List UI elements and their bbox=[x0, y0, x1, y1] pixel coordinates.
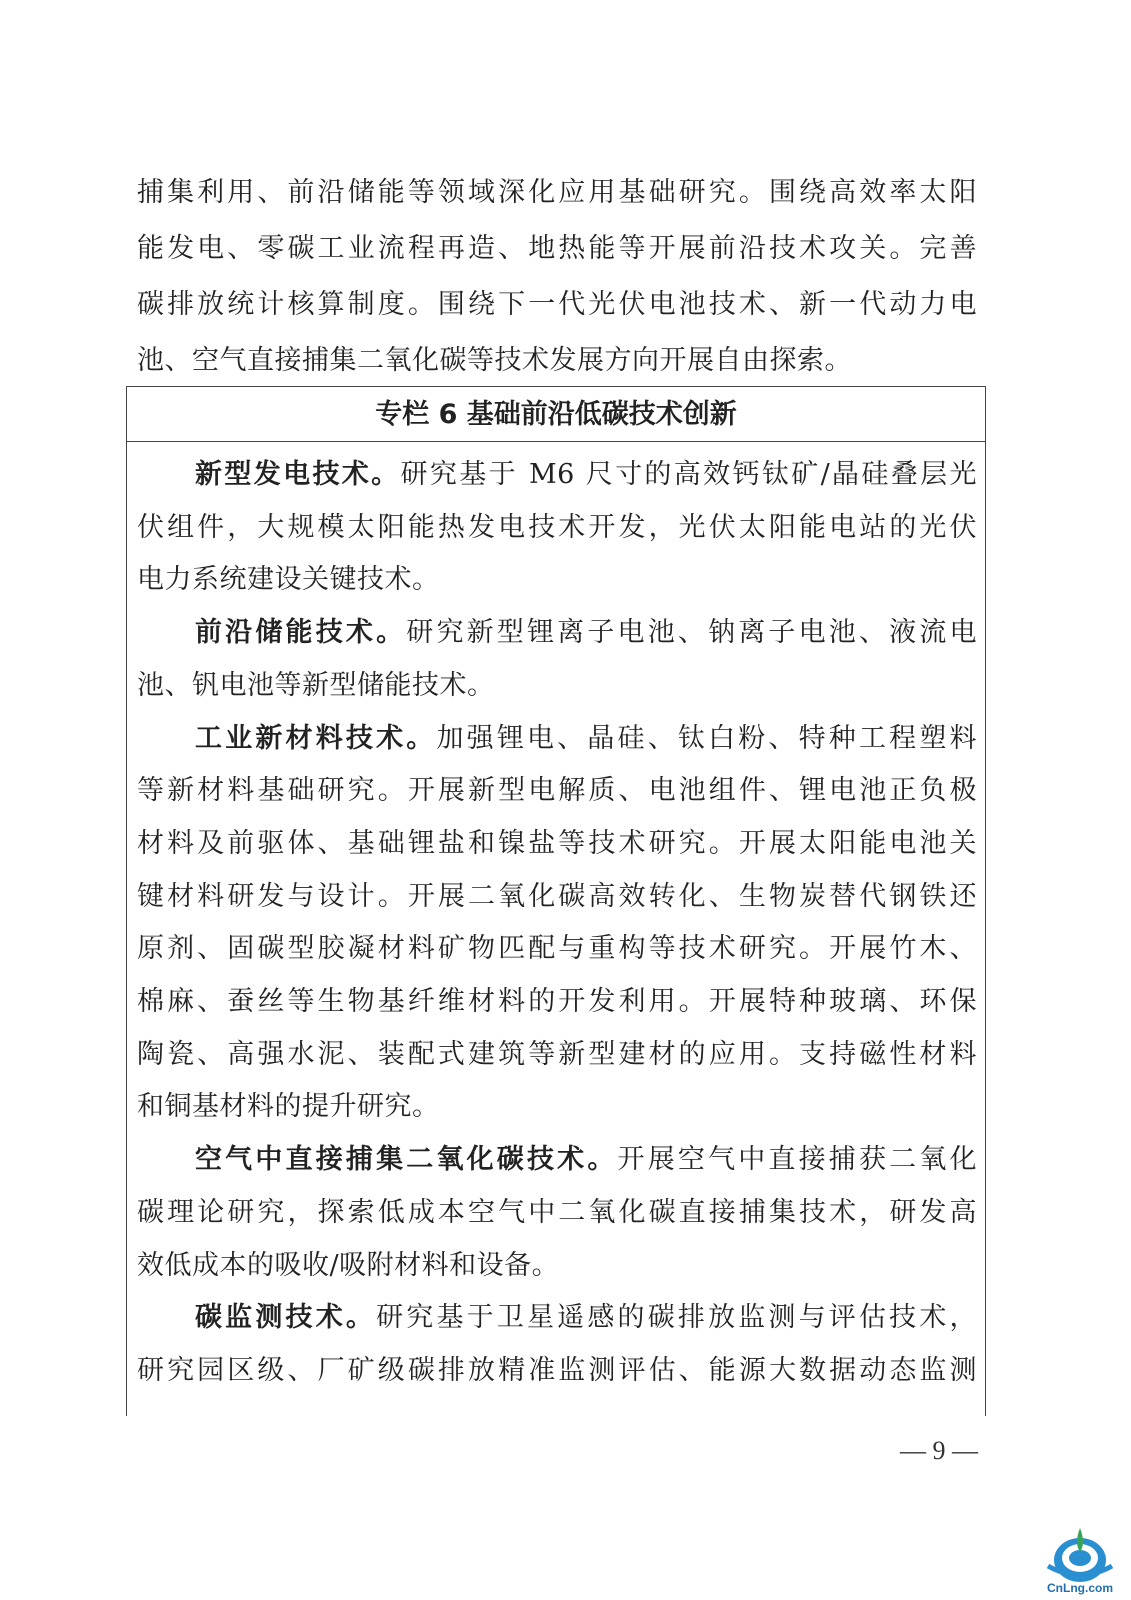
column-line bbox=[137, 659, 977, 712]
column-line bbox=[195, 606, 977, 659]
column-text: 和铜基材料的提升研究。 bbox=[137, 1091, 440, 1122]
column-text: 研究基于卫星遥感的碳排放监测与评估技术， bbox=[376, 1302, 978, 1333]
column-line bbox=[137, 1239, 977, 1292]
column-text: 原剂、固碳型胶凝材料矿物匹配与重构等技术研究。开展竹木、 bbox=[137, 933, 977, 964]
column-text: 加强锂电、晶硅、钛白粉、特种工程塑料 bbox=[436, 723, 978, 754]
column-text: 研究园区级、厂矿级碳排放精准监测评估、能源大数据动态监测 bbox=[137, 1355, 977, 1386]
column-line bbox=[137, 1186, 977, 1239]
svg-text:CnLng.com: CnLng.com bbox=[1047, 1581, 1113, 1595]
column-text: 研究新型锂离子电池、钠离子电池、液流电 bbox=[406, 617, 978, 648]
column-line bbox=[195, 712, 977, 765]
column-text: 池、钒电池等新型储能技术。 bbox=[137, 670, 495, 701]
column-text: 材料及前驱体、基础锂盐和镍盐等技术研究。开展太阳能电池关 bbox=[137, 828, 977, 859]
column-text: 开展空气中直接捕获二氧化 bbox=[617, 1144, 978, 1175]
column-line bbox=[137, 922, 977, 975]
column-line bbox=[137, 1080, 977, 1133]
intro-line: 池、空气直接捕集二氧化碳等技术发展方向开展自由探索。 bbox=[137, 345, 852, 376]
topic-heading: 前沿储能技术。 bbox=[195, 617, 407, 648]
column-text: 棉麻、蚕丝等生物基纤维材料的开发利用。开展特种玻璃、环保 bbox=[137, 986, 977, 1017]
topic-heading: 空气中直接捕集二氧化碳技术。 bbox=[195, 1144, 618, 1175]
intro-line: 碳排放统计核算制度。围绕下一代光伏电池技术、新一代动力电 bbox=[137, 289, 977, 320]
intro-line: 捕集利用、前沿储能等领域深化应用基础研究。围绕高效率太阳 bbox=[137, 177, 977, 208]
column-line bbox=[137, 870, 977, 923]
column-line bbox=[137, 501, 977, 554]
topic-heading: 新型发电技术。 bbox=[195, 459, 401, 490]
intro-line: 能发电、零碳工业流程再造、地热能等开展前沿技术攻关。完善 bbox=[137, 233, 977, 264]
column-text: 碳理论研究，探索低成本空气中二氧化碳直接捕集技术，研发高 bbox=[137, 1197, 977, 1228]
column-text: 效低成本的吸收/吸附材料和设备。 bbox=[137, 1250, 560, 1281]
column-line bbox=[195, 448, 977, 501]
page-number: — 9 — bbox=[900, 1436, 978, 1465]
column-text: 伏组件，大规模太阳能热发电技术开发，光伏太阳能电站的光伏 bbox=[137, 512, 977, 543]
topic-heading: 工业新材料技术。 bbox=[195, 723, 437, 754]
column-line bbox=[195, 1291, 977, 1344]
watermark-logo bbox=[1040, 1520, 1120, 1595]
column-title: 专栏 6 基础前沿低碳技术创新 bbox=[127, 387, 985, 442]
column-text: 等新材料基础研究。开展新型电解质、电池组件、锂电池正负极 bbox=[137, 775, 977, 806]
column-text: 键材料研发与设计。开展二氧化碳高效转化、生物炭替代钢铁还 bbox=[137, 881, 977, 912]
column-line bbox=[137, 764, 977, 817]
topic-heading: 碳监测技术。 bbox=[195, 1302, 377, 1333]
column-line bbox=[137, 1344, 977, 1397]
column-text: 研究基于 M6 尺寸的高效钙钛矿/晶硅叠层光 bbox=[400, 459, 978, 490]
column-line bbox=[137, 553, 977, 606]
column-line bbox=[137, 1028, 977, 1081]
column-line bbox=[195, 1133, 977, 1186]
column-line bbox=[137, 975, 977, 1028]
column-text: 电力系统建设关键技术。 bbox=[137, 564, 440, 595]
column-text: 陶瓷、高强水泥、装配式建筑等新型建材的应用。支持磁性材料 bbox=[137, 1039, 977, 1070]
column-line bbox=[137, 817, 977, 870]
